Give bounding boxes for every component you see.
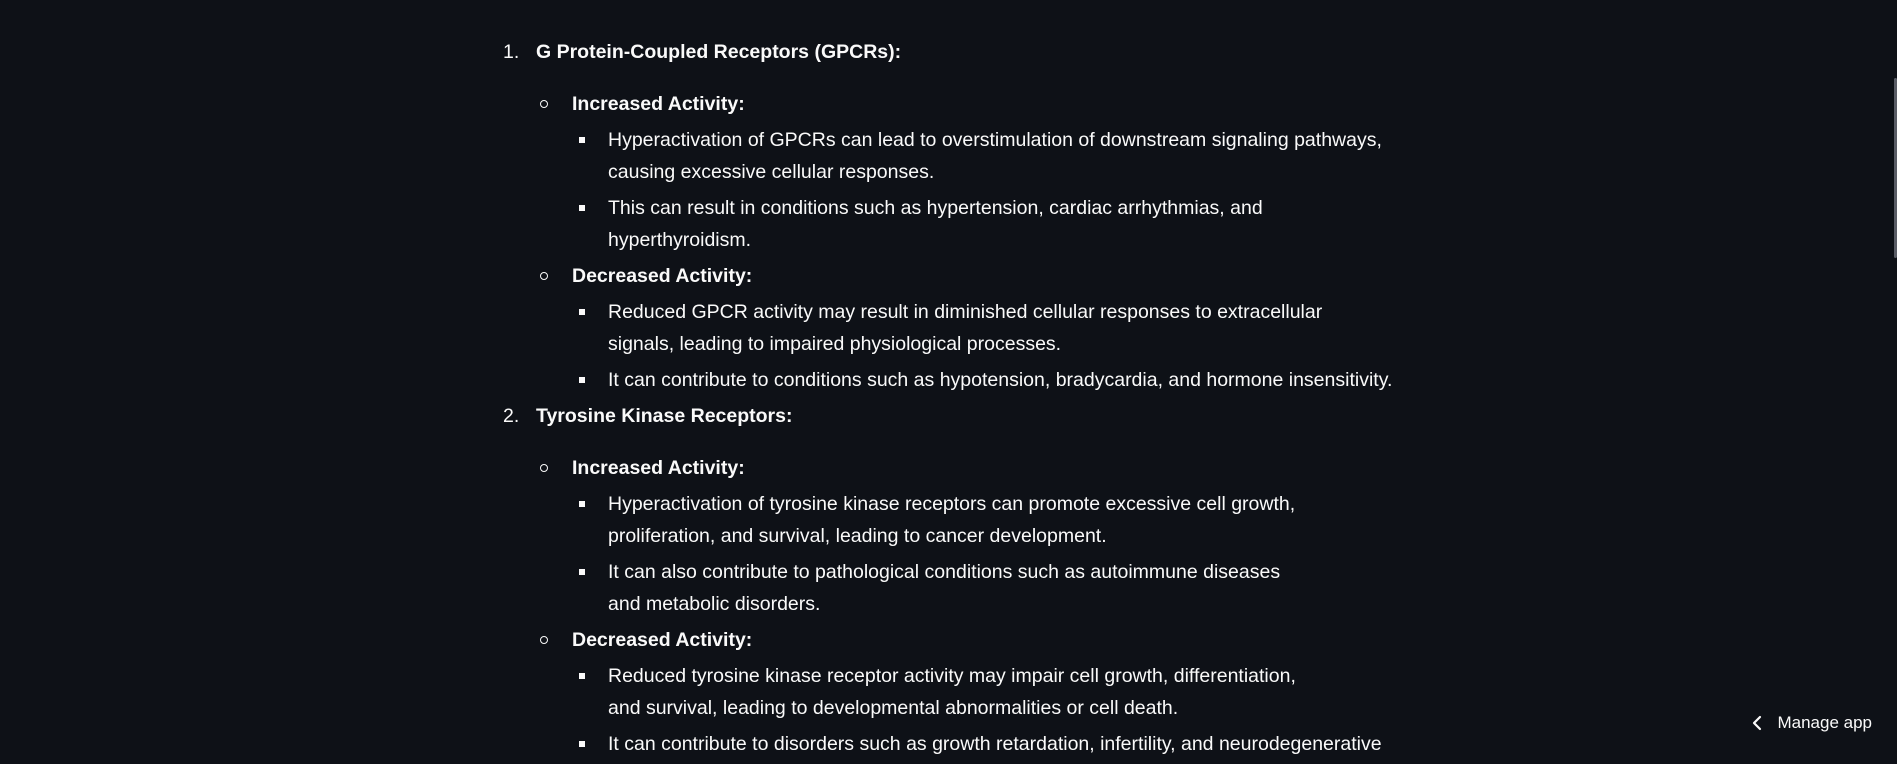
bullet-text: Reduced tyrosine kinase receptor activity may impair cell growth, differentiation, and survival, leading to developmental abnormalities or cell death. (608, 665, 1296, 719)
list-item-gpcr (497, 36, 1397, 396)
increased-activity-section (536, 452, 1397, 620)
bullet-item (572, 728, 1397, 760)
square-bullet-icon (579, 309, 585, 315)
bullet-item (572, 192, 1397, 256)
bullet-text: It can contribute to conditions such as hypotension, bradycardia, and hormone insensitivity. (608, 369, 1393, 391)
manage-app-label: Manage app (1777, 713, 1872, 732)
chevron-left-icon (1749, 715, 1765, 731)
section-title: Increased Activity: (572, 93, 745, 115)
bullet-text: Hyperactivation of tyrosine kinase receptors can promote excessive cell growth, proliferation, and survival, leading to cancer development. (608, 493, 1296, 547)
list-item-tyrosine-kinase (497, 400, 1397, 760)
item-number: 1. (503, 41, 520, 63)
manage-app-button[interactable] (1739, 709, 1872, 737)
square-bullet-icon (579, 741, 585, 747)
circle-bullet-icon (540, 272, 548, 280)
bullet-text: It can contribute to disorders such as growth retardation, infertility, and neurodegenerative (608, 733, 1382, 755)
bullet-item (572, 364, 1397, 396)
bullet-item (572, 296, 1397, 360)
bullet-text: Reduced GPCR activity may result in diminished cellular responses to extracellular signals, leading to impaired physiological processes. (608, 301, 1323, 355)
circle-bullet-icon (540, 464, 548, 472)
increased-activity-section (536, 88, 1397, 256)
item-title: Tyrosine Kinase Receptors: (536, 405, 793, 427)
bullet-list (572, 660, 1397, 760)
section-title: Decreased Activity: (572, 629, 753, 651)
bullet-text: Hyperactivation of GPCRs can lead to overstimulation of downstream signaling pathways, causing excessive cellular responses. (608, 129, 1382, 183)
bullet-text: It can also contribute to pathological conditions such as autoimmune diseases and metabolic disorders. (608, 561, 1281, 615)
bullet-list (572, 296, 1397, 396)
square-bullet-icon (579, 205, 585, 211)
bullet-text: This can result in conditions such as hypertension, cardiac arrhythmias, and hyperthyroidism. (608, 197, 1263, 251)
decreased-activity-section (536, 260, 1397, 396)
activity-list (536, 452, 1397, 760)
circle-bullet-icon (540, 100, 548, 108)
bullet-item (572, 488, 1397, 552)
bullet-item (572, 660, 1397, 724)
square-bullet-icon (579, 501, 585, 507)
square-bullet-icon (579, 673, 585, 679)
activity-list (536, 88, 1397, 396)
square-bullet-icon (579, 569, 585, 575)
item-number: 2. (503, 405, 520, 427)
circle-bullet-icon (540, 636, 548, 644)
section-title: Increased Activity: (572, 457, 745, 479)
bullet-list (572, 124, 1397, 256)
bullet-list (572, 488, 1397, 620)
section-title: Decreased Activity: (572, 265, 753, 287)
bullet-item (572, 556, 1397, 620)
square-bullet-icon (579, 377, 585, 383)
main-content (497, 36, 1397, 764)
item-title: G Protein-Coupled Receptors (GPCRs): (536, 41, 902, 63)
decreased-activity-section (536, 624, 1397, 760)
bullet-item (572, 124, 1397, 188)
square-bullet-icon (579, 137, 585, 143)
receptor-list (497, 36, 1397, 760)
